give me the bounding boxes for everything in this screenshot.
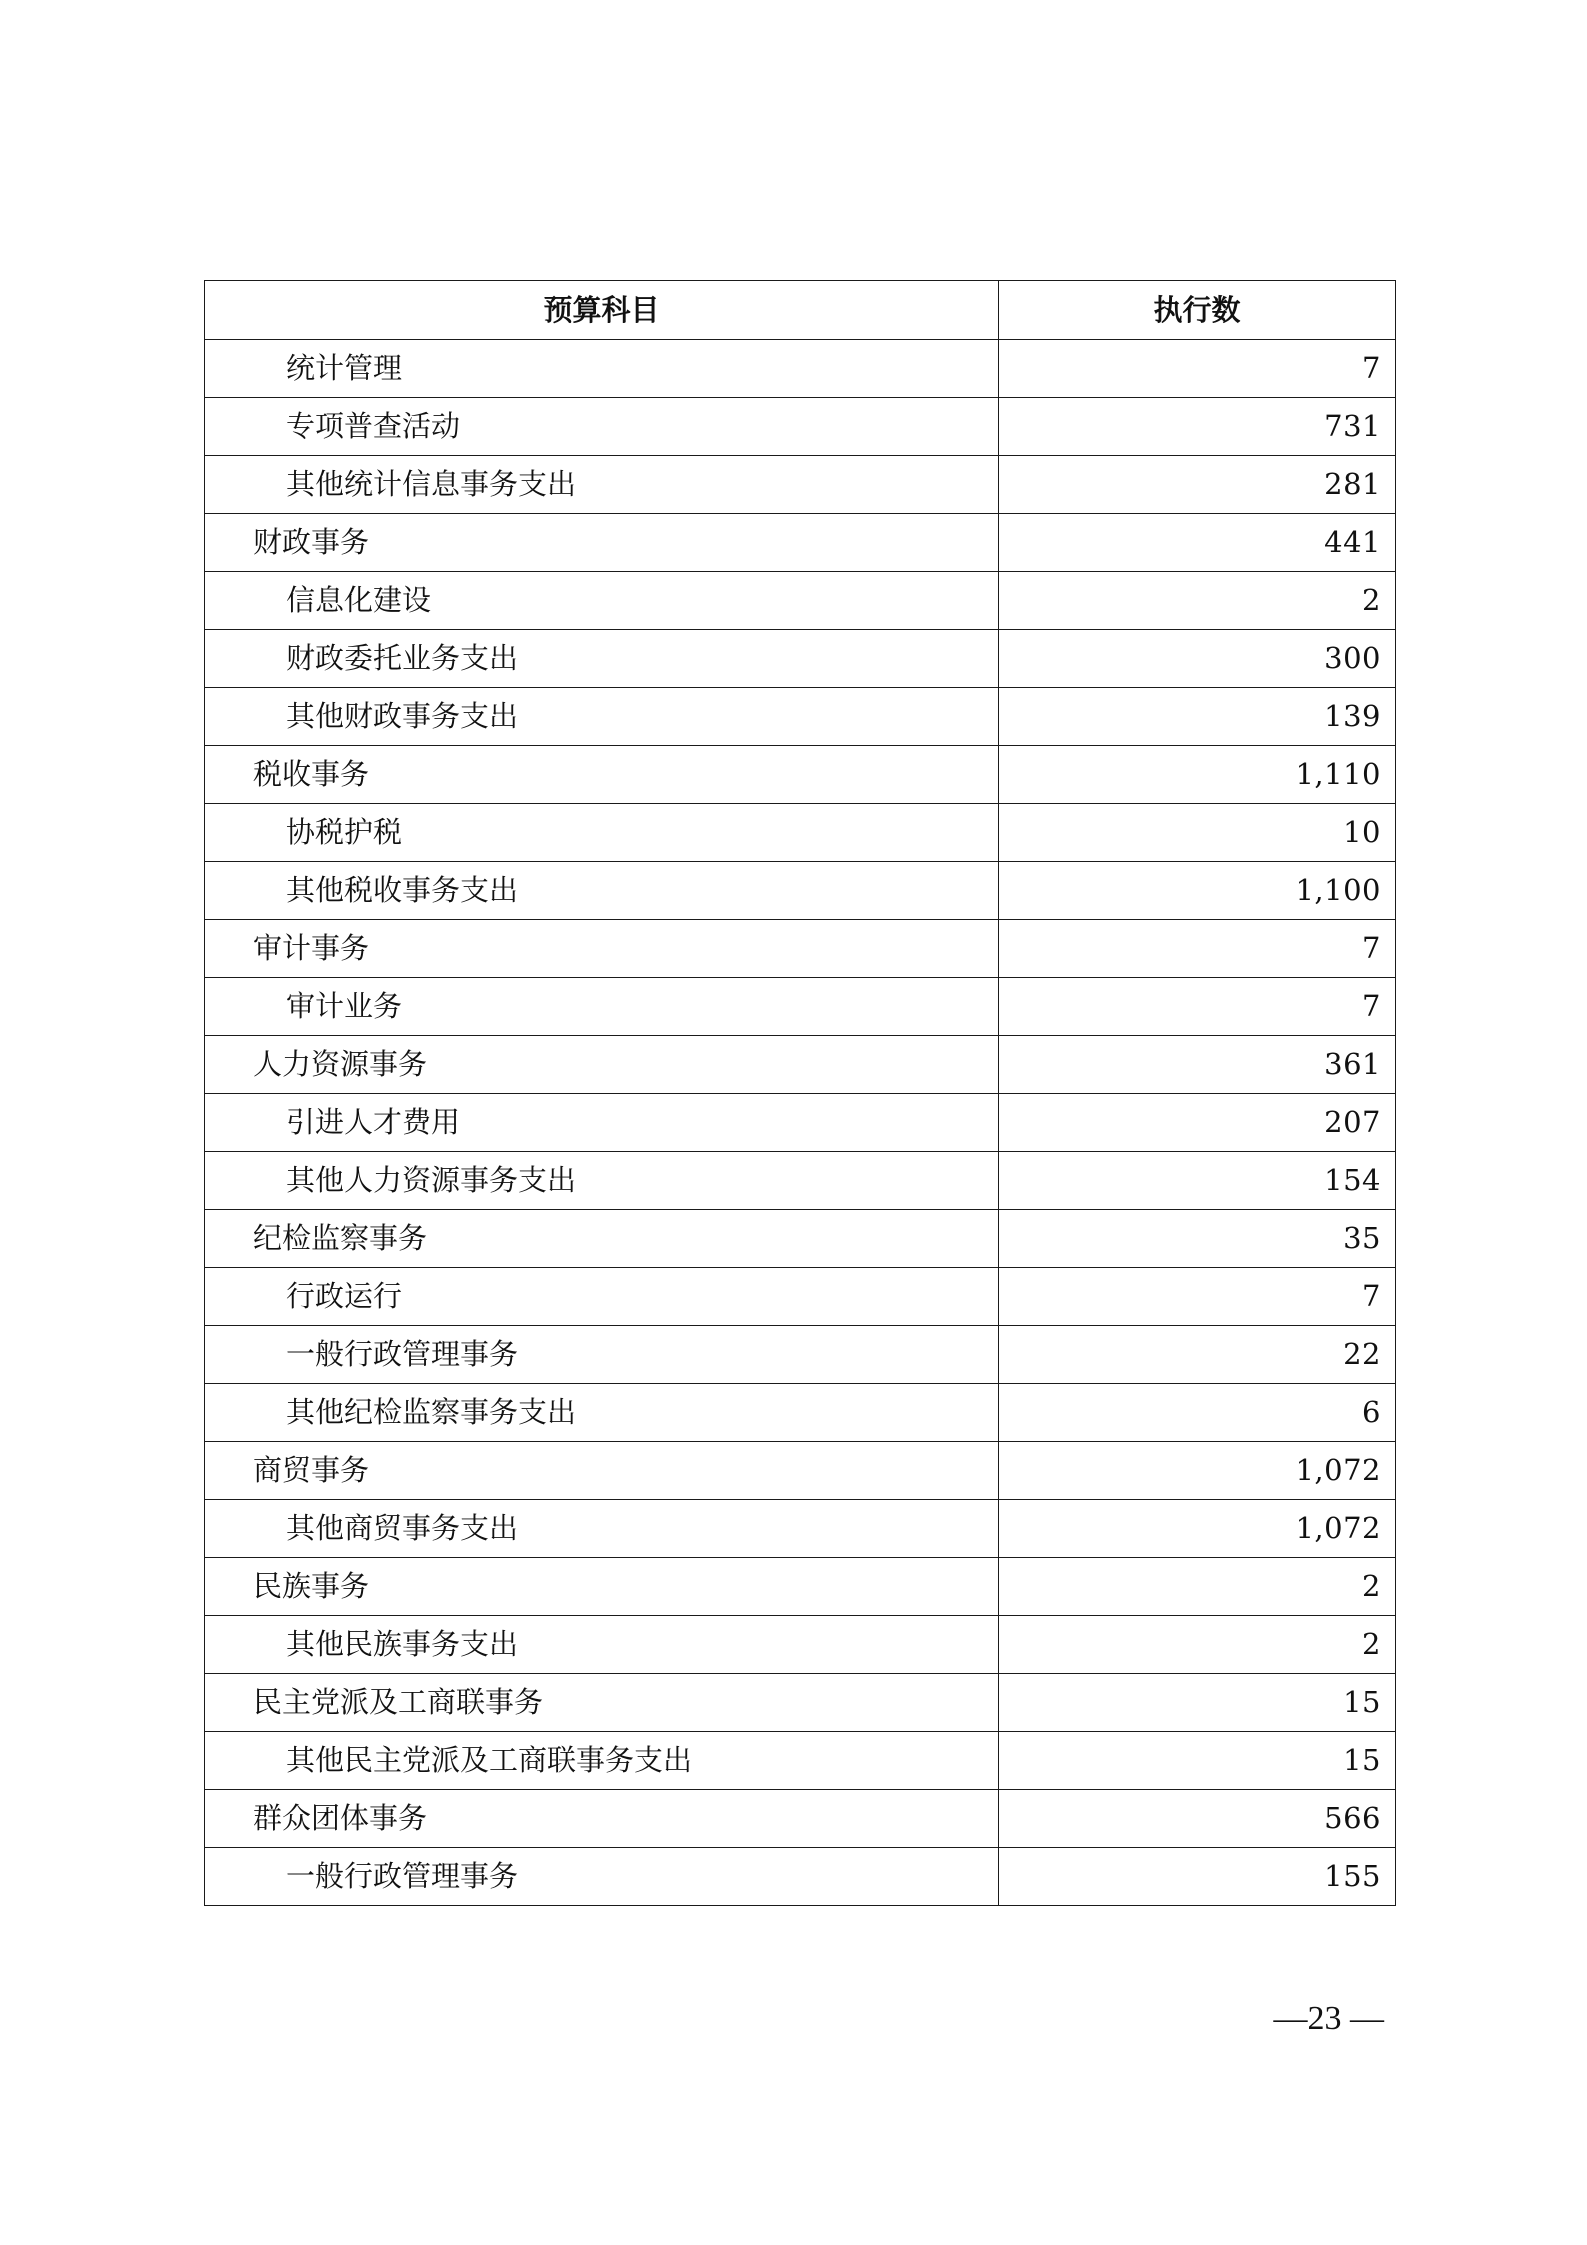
budget-subject-cell: 其他税收事务支出 <box>205 862 999 920</box>
budget-subject-cell: 行政运行 <box>205 1268 999 1326</box>
execution-amount-cell: 300 <box>999 630 1396 688</box>
execution-amount-cell: 1,110 <box>999 746 1396 804</box>
execution-amount-cell: 1,072 <box>999 1442 1396 1500</box>
execution-amount-cell: 7 <box>999 978 1396 1036</box>
header-execution-amount: 执行数 <box>999 281 1396 340</box>
table-row <box>205 1442 1396 1500</box>
execution-amount-cell: 6 <box>999 1384 1396 1442</box>
execution-amount-cell: 281 <box>999 456 1396 514</box>
execution-amount-cell: 15 <box>999 1674 1396 1732</box>
budget-subject-cell: 其他民主党派及工商联事务支出 <box>205 1732 999 1790</box>
table-body <box>205 340 1396 1906</box>
execution-amount-cell: 7 <box>999 340 1396 398</box>
execution-amount-cell: 566 <box>999 1790 1396 1848</box>
budget-subject-cell: 其他商贸事务支出 <box>205 1500 999 1558</box>
table-row <box>205 1094 1396 1152</box>
budget-subject-cell: 其他纪检监察事务支出 <box>205 1384 999 1442</box>
table-row <box>205 804 1396 862</box>
execution-amount-cell: 139 <box>999 688 1396 746</box>
execution-amount-cell: 2 <box>999 1616 1396 1674</box>
execution-amount-cell: 10 <box>999 804 1396 862</box>
execution-amount-cell: 1,100 <box>999 862 1396 920</box>
budget-subject-cell: 财政事务 <box>205 514 999 572</box>
execution-amount-cell: 154 <box>999 1152 1396 1210</box>
table-row <box>205 630 1396 688</box>
execution-amount-cell: 1,072 <box>999 1500 1396 1558</box>
table-row <box>205 1152 1396 1210</box>
table-row <box>205 514 1396 572</box>
table-row <box>205 398 1396 456</box>
execution-amount-cell: 155 <box>999 1848 1396 1906</box>
budget-subject-cell: 税收事务 <box>205 746 999 804</box>
table-row <box>205 1674 1396 1732</box>
table-row <box>205 1616 1396 1674</box>
budget-subject-cell: 审计业务 <box>205 978 999 1036</box>
table-row <box>205 1848 1396 1906</box>
table-row <box>205 1384 1396 1442</box>
budget-subject-cell: 一般行政管理事务 <box>205 1848 999 1906</box>
budget-subject-cell: 民主党派及工商联事务 <box>205 1674 999 1732</box>
budget-subject-cell: 协税护税 <box>205 804 999 862</box>
table-row <box>205 1500 1396 1558</box>
table-row <box>205 572 1396 630</box>
budget-subject-cell: 其他人力资源事务支出 <box>205 1152 999 1210</box>
budget-subject-cell: 纪检监察事务 <box>205 1210 999 1268</box>
execution-amount-cell: 731 <box>999 398 1396 456</box>
execution-amount-cell: 22 <box>999 1326 1396 1384</box>
budget-subject-cell: 审计事务 <box>205 920 999 978</box>
budget-subject-cell: 商贸事务 <box>205 1442 999 1500</box>
budget-subject-cell: 其他统计信息事务支出 <box>205 456 999 514</box>
budget-execution-table <box>204 280 1396 1906</box>
table-row <box>205 340 1396 398</box>
table-row <box>205 1210 1396 1268</box>
budget-subject-cell: 专项普查活动 <box>205 398 999 456</box>
table-row <box>205 978 1396 1036</box>
page-number: —23 — <box>1273 2000 1384 2037</box>
budget-subject-cell: 统计管理 <box>205 340 999 398</box>
table-row <box>205 1790 1396 1848</box>
budget-subject-cell: 信息化建设 <box>205 572 999 630</box>
table-row <box>205 1036 1396 1094</box>
budget-subject-cell: 民族事务 <box>205 1558 999 1616</box>
table-row <box>205 456 1396 514</box>
table-row <box>205 862 1396 920</box>
table-row <box>205 920 1396 978</box>
execution-amount-cell: 2 <box>999 572 1396 630</box>
execution-amount-cell: 7 <box>999 920 1396 978</box>
execution-amount-cell: 361 <box>999 1036 1396 1094</box>
budget-subject-cell: 群众团体事务 <box>205 1790 999 1848</box>
execution-amount-cell: 207 <box>999 1094 1396 1152</box>
execution-amount-cell: 441 <box>999 514 1396 572</box>
budget-subject-cell: 其他民族事务支出 <box>205 1616 999 1674</box>
table-row <box>205 1326 1396 1384</box>
table-row <box>205 688 1396 746</box>
execution-amount-cell: 7 <box>999 1268 1396 1326</box>
budget-subject-cell: 财政委托业务支出 <box>205 630 999 688</box>
execution-amount-cell: 35 <box>999 1210 1396 1268</box>
table-row <box>205 1558 1396 1616</box>
table-row <box>205 1268 1396 1326</box>
table-row <box>205 1732 1396 1790</box>
table-header-row <box>205 281 1396 340</box>
budget-subject-cell: 其他财政事务支出 <box>205 688 999 746</box>
budget-subject-cell: 人力资源事务 <box>205 1036 999 1094</box>
budget-subject-cell: 引进人才费用 <box>205 1094 999 1152</box>
table-row <box>205 746 1396 804</box>
execution-amount-cell: 2 <box>999 1558 1396 1616</box>
budget-subject-cell: 一般行政管理事务 <box>205 1326 999 1384</box>
execution-amount-cell: 15 <box>999 1732 1396 1790</box>
header-budget-subject: 预算科目 <box>205 281 999 340</box>
